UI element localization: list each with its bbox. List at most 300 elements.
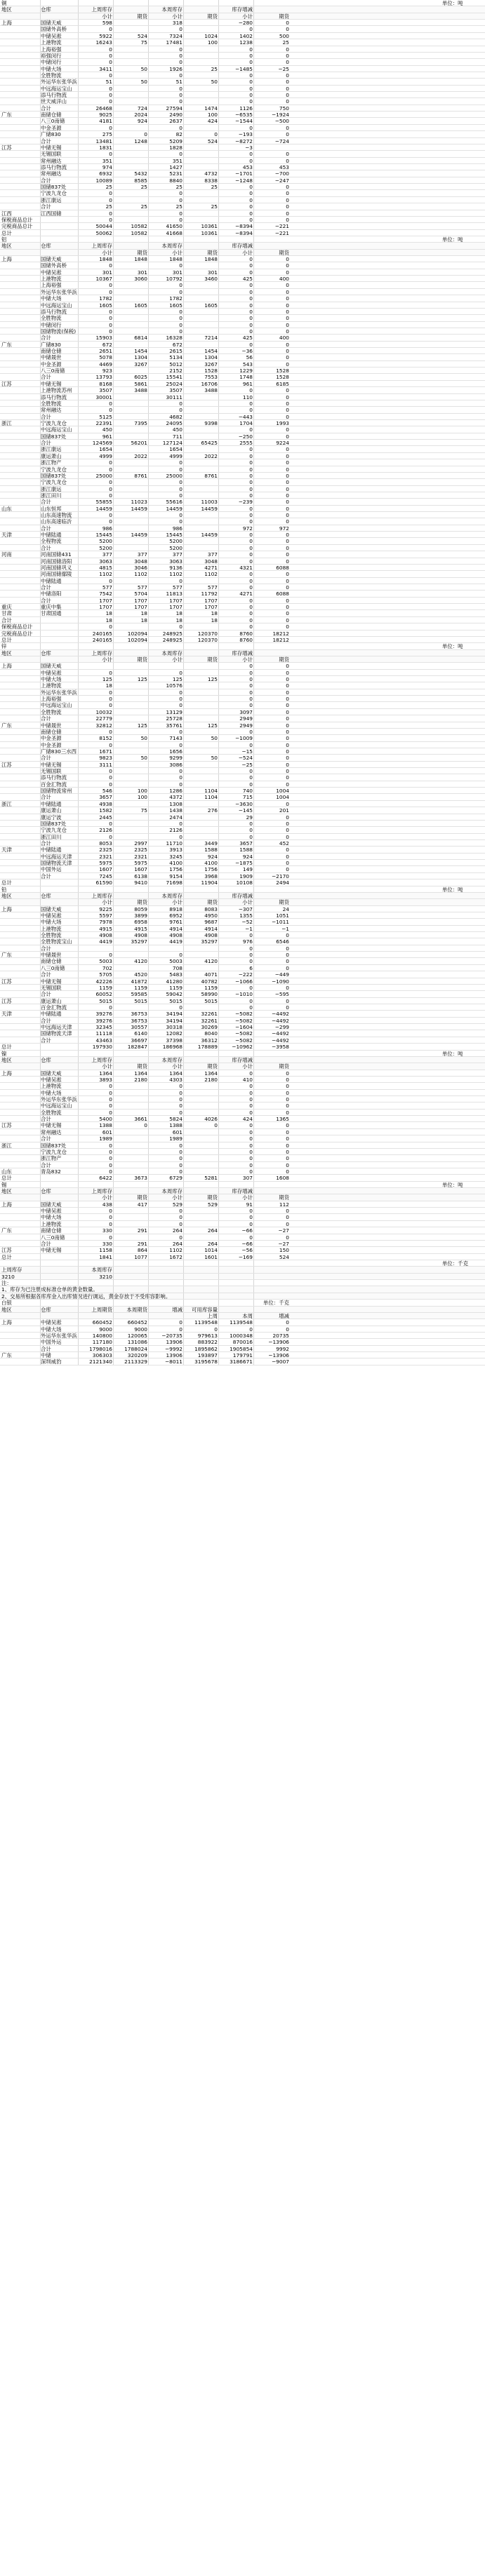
table-cell: 377 [207, 551, 218, 558]
table-cell: 330 [102, 1227, 112, 1234]
table-cell: 16706 [201, 380, 218, 387]
table-cell: 59585 [131, 991, 147, 998]
table-row [0, 1057, 485, 1063]
table-cell: 1848 [99, 256, 112, 263]
table-cell: 1139548 [194, 1319, 218, 1326]
table-cell: 0 [286, 1109, 289, 1116]
table-cell: 0 [109, 216, 112, 223]
table-cell: 铝 [1, 236, 7, 243]
table-cell: 单位：吨 [442, 886, 463, 893]
table-cell: 0 [249, 98, 253, 105]
table-cell: 4419 [99, 938, 112, 945]
table-cell [114, 1182, 147, 1188]
table-cell: 小计 [172, 656, 182, 663]
table-cell: 0 [179, 85, 182, 92]
table-row [0, 1116, 485, 1122]
table-cell: 南储仓储 [41, 348, 62, 355]
table-row [0, 715, 485, 722]
table-cell: 上港物流 [41, 276, 62, 283]
table-row [0, 328, 485, 335]
table-cell: 8760 [239, 636, 253, 643]
table-cell [114, 322, 147, 328]
table-cell: 0 [179, 46, 182, 53]
table-cell [184, 400, 218, 407]
table-cell: 351 [102, 157, 112, 164]
table-cell: 50 [140, 735, 147, 742]
table-cell: 0 [109, 1109, 112, 1116]
table-cell [1, 591, 41, 597]
table-row [0, 20, 485, 26]
table-cell [184, 1214, 218, 1220]
table-cell: 0 [179, 669, 182, 676]
table-cell: 外运华东张华浜 [41, 1096, 77, 1103]
table-cell: 1364 [169, 1070, 182, 1077]
table-cell: 0 [109, 282, 112, 289]
table-cell: 0 [286, 676, 289, 683]
table-cell: 上海 [1, 663, 12, 670]
table-cell [184, 466, 218, 473]
table-cell: 6140 [134, 1030, 147, 1037]
table-row [0, 598, 485, 604]
table-cell: 0 [109, 308, 112, 315]
table-row [0, 617, 485, 623]
table-cell: 0 [249, 203, 253, 210]
table-cell: 地区 [1, 1056, 12, 1063]
table-cell: 0 [286, 755, 289, 762]
table-cell [1, 138, 41, 144]
table-cell: 0 [179, 820, 182, 827]
table-cell [79, 0, 112, 6]
table-cell: 完税商品总计 [1, 223, 33, 230]
table-cell: 2637 [169, 118, 182, 125]
table-cell: 0 [179, 1096, 182, 1103]
table-cell: 5432 [134, 170, 147, 177]
table-cell [41, 1313, 79, 1319]
table-cell [254, 144, 289, 151]
table-cell [219, 236, 253, 243]
table-cell: 0 [249, 485, 253, 492]
table-cell [41, 1260, 79, 1267]
table-cell [1, 315, 41, 321]
table-cell: 1707 [99, 597, 112, 604]
table-cell: 0 [249, 466, 253, 473]
table-cell: 248925 [162, 636, 182, 643]
table-cell: 3245 [169, 853, 182, 860]
table-cell [79, 945, 112, 952]
table-cell [442, 1293, 484, 1300]
table-cell: 单位：吨 [442, 236, 463, 243]
table-cell: −1701 [234, 170, 253, 177]
table-cell: 672 [102, 341, 112, 348]
table-cell: 7245 [99, 872, 112, 879]
table-cell: 本周库存 [161, 1056, 182, 1063]
table-cell: 25024 [166, 380, 182, 387]
table-cell: 0 [179, 518, 182, 525]
table-cell: 0 [286, 499, 289, 506]
table-cell: 3913 [169, 847, 182, 854]
table-cell: 锡 [1, 1181, 7, 1188]
table-cell: 小计 [242, 13, 253, 20]
table-row [0, 190, 485, 196]
table-cell: 9000 [99, 1326, 112, 1333]
table-cell: 0 [109, 262, 112, 269]
table-cell: 0 [249, 958, 253, 965]
table-cell [149, 1274, 182, 1280]
table-cell: −1009 [234, 735, 253, 742]
table-cell: −13906 [268, 1339, 289, 1346]
table-cell [1, 118, 41, 124]
table-cell: 12082 [166, 1030, 182, 1037]
table-cell: 库存增减 [232, 1188, 253, 1195]
table-cell: 广东 [1, 1352, 12, 1359]
table-cell [442, 1274, 484, 1280]
table-cell: 1605 [134, 302, 147, 309]
table-cell: 1707 [169, 604, 182, 611]
table-cell: 2555 [239, 440, 253, 447]
table-cell: 2126 [99, 827, 112, 834]
table-cell: 102094 [127, 630, 147, 637]
table-cell [1, 79, 41, 85]
table-cell [1, 827, 41, 833]
table-cell: 2152 [169, 367, 182, 375]
table-cell: 10108 [236, 879, 253, 886]
table-cell: 0 [286, 538, 289, 545]
table-cell: 240165 [92, 630, 112, 637]
table-cell [114, 827, 147, 833]
table-row [0, 834, 485, 840]
table-cell [184, 689, 218, 696]
table-cell: 125 [137, 722, 147, 729]
table-cell: 期货 [137, 13, 147, 20]
table-cell [184, 774, 218, 781]
table-cell: 11003 [201, 499, 218, 506]
table-cell: −15 [241, 748, 253, 755]
table-cell: 0 [286, 184, 289, 191]
table-cell: 0 [249, 26, 253, 33]
table-cell: 0 [249, 256, 253, 263]
table-cell [1, 1339, 41, 1345]
table-cell [184, 945, 218, 952]
table-cell: 0 [286, 124, 289, 131]
table-cell: 32345 [95, 1024, 112, 1031]
table-cell: 25 [211, 203, 218, 210]
table-cell: 50 [140, 65, 147, 72]
table-cell: 35761 [166, 722, 182, 729]
table-cell: 1605 [204, 302, 218, 309]
table-cell [114, 46, 147, 53]
table-cell: 3488 [134, 387, 147, 394]
table-cell: 仓库 [41, 1188, 51, 1195]
table-row [0, 335, 485, 341]
table-cell: 529 [207, 1201, 218, 1208]
table-cell: 50 [211, 79, 218, 86]
table-cell [114, 367, 147, 374]
table-cell: 0 [179, 98, 182, 105]
table-cell: 424 [242, 1116, 253, 1123]
table-cell: 275 [102, 131, 112, 138]
table-cell: 0 [249, 1102, 253, 1110]
table-row [0, 978, 485, 985]
table-cell: 0 [109, 92, 112, 99]
table-cell: 0 [286, 288, 289, 295]
table-cell: 18212 [272, 630, 289, 637]
table-cell: 50062 [95, 229, 112, 236]
table-cell: −1604 [234, 1024, 253, 1031]
table-cell: 0 [249, 52, 253, 59]
table-cell: 1388 [169, 1122, 182, 1129]
table-cell: 4732 [204, 170, 218, 177]
table-cell: 291 [137, 1227, 147, 1234]
table-row [0, 630, 485, 637]
table-cell: 1104 [204, 794, 218, 801]
table-cell: 524 [207, 137, 218, 144]
table-cell: 0 [249, 387, 253, 394]
table-cell [184, 1293, 218, 1300]
table-cell: 4938 [99, 800, 112, 807]
table-cell: 11904 [201, 879, 218, 886]
table-cell: 125 [172, 676, 182, 683]
table-cell: 1402 [239, 32, 253, 39]
table-cell [184, 295, 218, 302]
table-cell [184, 26, 218, 32]
table-cell [149, 1280, 182, 1286]
table-cell: −247 [274, 177, 289, 184]
table-row [0, 670, 485, 676]
table-cell [114, 781, 147, 788]
table-row [0, 637, 485, 643]
table-cell: 8053 [99, 840, 112, 847]
table-cell: 8338 [204, 177, 218, 184]
table-cell: 91 [246, 1201, 253, 1208]
table-cell: 18 [105, 682, 112, 689]
table-cell: 2126 [169, 827, 182, 834]
table-cell: 3086 [169, 761, 182, 768]
table-cell: 2651 [99, 348, 112, 355]
table-cell: 0 [286, 1234, 289, 1241]
table-cell: 1989 [99, 1135, 112, 1142]
table-cell: −239 [238, 499, 253, 506]
table-cell: 972 [279, 525, 289, 532]
table-cell: 南储仓储 [41, 112, 62, 119]
table-cell [1, 295, 41, 302]
table-cell: 0 [249, 1142, 253, 1149]
table-cell: 4908 [204, 932, 218, 939]
table-cell: 1528 [276, 367, 289, 375]
table-cell: 广东 [1, 341, 12, 348]
table-cell: 0 [109, 492, 112, 499]
table-cell: 0 [109, 1142, 112, 1149]
table-cell: 4271 [239, 591, 253, 598]
table-cell: 0 [109, 696, 112, 703]
table-cell: 全胜物流宝山 [41, 938, 72, 945]
table-cell: 0 [109, 1161, 112, 1168]
table-cell [1, 1090, 41, 1096]
table-row [0, 1011, 485, 1017]
table-cell: −1010 [234, 991, 253, 998]
table-cell [184, 46, 218, 53]
table-cell: 1528 [276, 374, 289, 381]
table-cell: 外运华东张华浜 [41, 689, 77, 696]
table-cell: 0 [179, 196, 182, 203]
table-cell [1, 282, 41, 288]
table-row [0, 623, 485, 630]
table-cell: 923 [102, 367, 112, 375]
table-cell: 全胜物流 [41, 932, 62, 939]
table-row [0, 92, 485, 98]
table-row [0, 1241, 485, 1247]
table-cell: 0 [249, 1083, 253, 1090]
table-cell [184, 1004, 218, 1011]
table-cell [149, 1051, 182, 1057]
table-cell: 0 [179, 1326, 182, 1333]
table-cell: 50 [140, 79, 147, 86]
table-cell: 小计 [102, 899, 112, 906]
table-row [0, 755, 485, 761]
table-cell: 0 [179, 1161, 182, 1168]
table-cell: 0 [179, 308, 182, 315]
table-cell: 197930 [92, 1044, 112, 1051]
table-cell: −299 [274, 1024, 289, 1031]
table-cell: 河南国储鄢陵 [41, 571, 72, 578]
table-cell [184, 20, 218, 26]
table-cell [1, 834, 41, 840]
table-cell: 36753 [131, 1011, 147, 1018]
table-cell [1, 1037, 41, 1044]
table-cell [114, 479, 147, 485]
table-row [0, 407, 485, 413]
table-cell: 河南国储洛阳 [41, 558, 72, 565]
table-cell: 4914 [169, 925, 182, 932]
table-cell: 25 [175, 184, 182, 191]
table-cell: 0 [179, 59, 182, 66]
table-cell: 全胜物流 [41, 400, 62, 407]
table-cell [1, 276, 41, 282]
table-cell: 百金汇物流 [41, 781, 67, 788]
table-cell: 0 [286, 1102, 289, 1110]
table-cell: 1608 [276, 1175, 289, 1182]
table-cell: 82 [175, 131, 182, 138]
table-cell: 0 [286, 1128, 289, 1135]
table-cell: 1601 [204, 1253, 218, 1260]
table-cell [219, 1051, 253, 1057]
table-cell: 50 [140, 755, 147, 762]
table-cell: 25 [211, 184, 218, 191]
table-cell: 0 [249, 46, 253, 53]
table-cell [254, 1188, 289, 1194]
table-cell: 1989 [169, 1135, 182, 1142]
table-cell: 50044 [95, 223, 112, 230]
table-row [0, 571, 485, 577]
table-cell: 中储陆通 [41, 532, 62, 539]
table-cell [184, 643, 218, 649]
table-cell: 0 [109, 210, 112, 217]
table-cell [114, 289, 147, 295]
table-cell: 14459 [201, 532, 218, 539]
table-cell: 0 [286, 708, 289, 715]
table-cell: 1672 [169, 1253, 182, 1260]
table-cell [1, 912, 41, 919]
table-cell [114, 748, 147, 755]
table-cell [41, 1286, 79, 1293]
table-row [0, 742, 485, 748]
table-cell: 中储无锡 [41, 978, 62, 985]
table-cell [79, 1260, 112, 1267]
table-row [0, 197, 485, 203]
table-cell [184, 328, 218, 335]
table-cell: 江苏 [1, 380, 12, 387]
table-cell: 深圳威豹 [41, 1358, 62, 1365]
table-row [0, 112, 485, 118]
table-cell: 0 [286, 669, 289, 676]
table-cell: 450 [102, 426, 112, 433]
table-row [0, 1030, 485, 1037]
table-row [0, 1162, 485, 1168]
table-cell: 1102 [134, 571, 147, 578]
table-row [0, 426, 485, 433]
table-cell [114, 768, 147, 774]
table-cell: 0 [109, 741, 112, 748]
table-cell: 1528 [204, 367, 218, 375]
table-cell: 0 [214, 131, 218, 138]
table-cell: 18 [105, 610, 112, 617]
table-cell: 0 [179, 466, 182, 473]
table-cell [254, 1274, 289, 1280]
table-row [0, 656, 485, 663]
table-cell: 1848 [134, 256, 147, 263]
table-cell [184, 217, 218, 223]
table-cell: 康运宁波 [41, 814, 62, 821]
table-cell: 424 [207, 118, 218, 125]
table-cell: 0 [109, 459, 112, 466]
table-cell: 0 [249, 728, 253, 735]
table-cell: 8152 [99, 735, 112, 742]
table-cell: 2949 [239, 715, 253, 722]
table-cell: 4999 [169, 452, 182, 459]
table-cell [184, 309, 218, 315]
table-cell: 0 [286, 774, 289, 781]
table-cell: 0 [109, 1214, 112, 1221]
table-cell [184, 814, 218, 821]
table-cell: 上周期货 [91, 1306, 112, 1313]
table-cell [114, 262, 147, 269]
table-cell: 14459 [166, 505, 182, 512]
table-cell: 0 [286, 1083, 289, 1090]
table-cell: 0 [109, 1220, 112, 1227]
table-row [0, 1024, 485, 1030]
table-cell: 8168 [99, 380, 112, 387]
table-row [0, 217, 485, 223]
table-cell [114, 328, 147, 335]
table-cell: 0 [286, 282, 289, 289]
table-cell [114, 414, 147, 420]
table-row [0, 926, 485, 932]
table-cell: 0 [179, 492, 182, 499]
table-row [0, 1227, 485, 1234]
table-cell: 上周库存 [91, 1188, 112, 1195]
table-cell: 2445 [99, 814, 112, 821]
table-cell: 1102 [169, 1247, 182, 1254]
table-cell [1, 289, 41, 295]
table-cell: 0 [249, 505, 253, 512]
table-cell: 660452 [92, 1319, 112, 1326]
table-cell: 9000 [134, 1326, 147, 1333]
table-cell [114, 1090, 147, 1096]
table-cell: 0 [286, 92, 289, 99]
table-cell [114, 729, 147, 735]
table-cell: 3267 [134, 360, 147, 367]
table-cell: 0 [109, 1155, 112, 1162]
table-cell: 71698 [166, 879, 182, 886]
